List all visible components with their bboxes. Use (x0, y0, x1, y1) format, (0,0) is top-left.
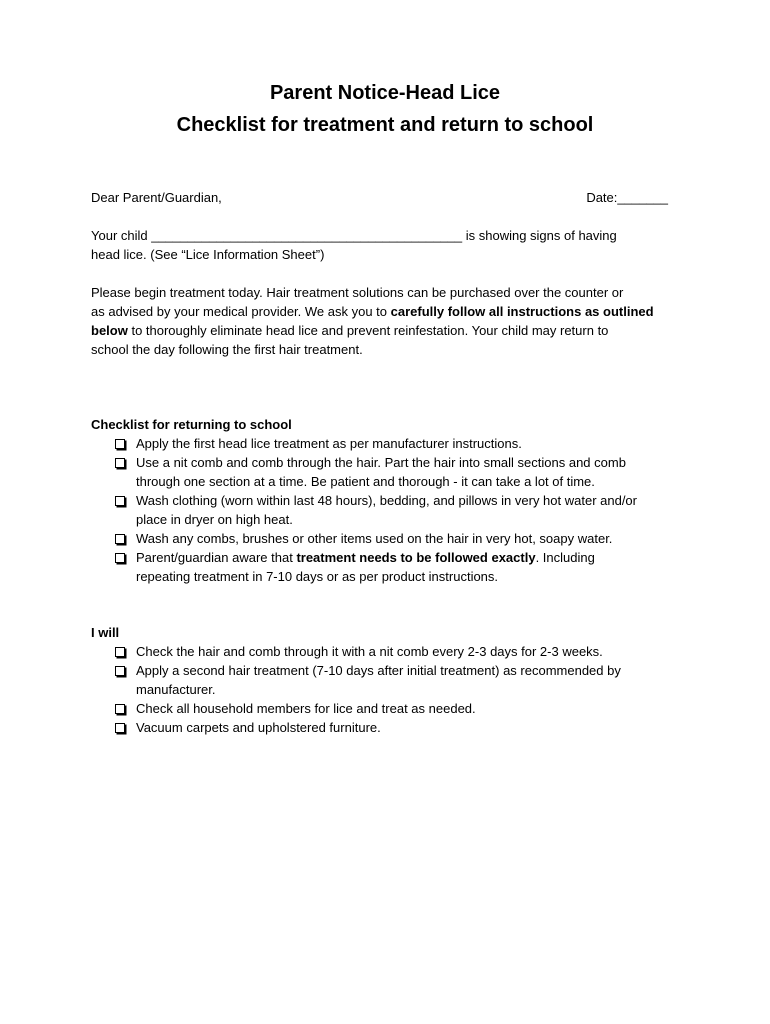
checkbox-icon (115, 534, 125, 544)
intro-line-3-bold: below (91, 323, 128, 338)
item-text-part: Parent/guardian aware that (136, 550, 297, 565)
i-will-item (91, 718, 621, 737)
item-text: Wash any combs, brushes or other items used on the hair in very hot, soapy water. (136, 531, 613, 546)
checkbox-icon (115, 458, 125, 468)
intro-line-3-text: to thoroughly eliminate head lice and prevent reinfestation. Your child may return to (127, 323, 609, 338)
checklist-item (91, 548, 637, 586)
checkbox-icon (115, 496, 125, 506)
item-text: repeating treatment in 7-10 days or as per product instructions. (136, 569, 499, 584)
checklist-item (91, 529, 637, 548)
title-line-2: Checklist for treatment and return to school (176, 114, 594, 136)
checkbox-icon (115, 666, 125, 676)
item-text: through one section at a time. Be patient and thorough - it can take a lot of time. (136, 474, 595, 489)
item-text: place in dryer on high heat. (136, 512, 293, 527)
intro-line-4: school the day following the first hair treatment. (91, 342, 363, 357)
greeting: Dear Parent/Guardian, (91, 190, 222, 205)
child-line-2: head lice. (See “Lice Information Sheet”) (91, 247, 325, 262)
title-line-1: Parent Notice-Head Lice (269, 82, 501, 104)
checkbox-icon (115, 723, 125, 733)
checkbox-icon (115, 553, 125, 563)
checklist-item (91, 453, 637, 491)
item-text: Apply a second hair treatment (7-10 days after initial treatment) as recommended by (136, 663, 621, 678)
document-title (0, 77, 770, 141)
item-text: Check the hair and comb through it with a nit comb every 2-3 days for 2-3 weeks. (136, 644, 603, 659)
i-will-heading: I will (91, 625, 120, 640)
intro-line-2-text: as advised by your medical provider. We ask you to (91, 304, 391, 319)
checkbox-icon (115, 704, 125, 714)
i-will-item (91, 642, 621, 661)
i-will-item (91, 661, 621, 699)
item-text (136, 548, 637, 567)
intro-paragraph (91, 283, 654, 359)
child-paragraph (91, 226, 617, 264)
item-text: manufacturer. (136, 682, 216, 697)
date-field: Date:_______ (586, 190, 668, 205)
intro-line-1: Please begin treatment today. Hair treatment solutions can be purchased over the counter or (91, 285, 624, 300)
item-text-part: . Including (535, 550, 595, 565)
item-text: Apply the first head lice treatment as per manufacturer instructions. (136, 436, 522, 451)
checkbox-icon (115, 439, 125, 449)
intro-line-2-bold: carefully follow all instructions as outlined (390, 304, 654, 319)
item-text: Check all household members for lice and treat as needed. (136, 701, 476, 716)
checklist-section (91, 415, 637, 586)
item-text: Wash clothing (worn within last 48 hours), bedding, and pillows in very hot water and/or (136, 493, 637, 508)
item-text: Use a nit comb and comb through the hair. Part the hair into small sections and comb (136, 455, 626, 470)
checkbox-icon (115, 647, 125, 657)
i-will-item (91, 699, 621, 718)
checklist-heading: Checklist for returning to school (91, 417, 292, 432)
item-text: Vacuum carpets and upholstered furniture. (136, 720, 381, 735)
item-text-bold: treatment needs to be followed exactly (296, 550, 536, 565)
i-will-section (91, 623, 621, 737)
child-line-1: Your child ___________________________________________ is showing signs of having (91, 228, 617, 243)
intro-line-3 (91, 321, 654, 340)
intro-line-2 (91, 302, 654, 321)
checklist-item (91, 434, 637, 453)
checklist-item (91, 491, 637, 529)
